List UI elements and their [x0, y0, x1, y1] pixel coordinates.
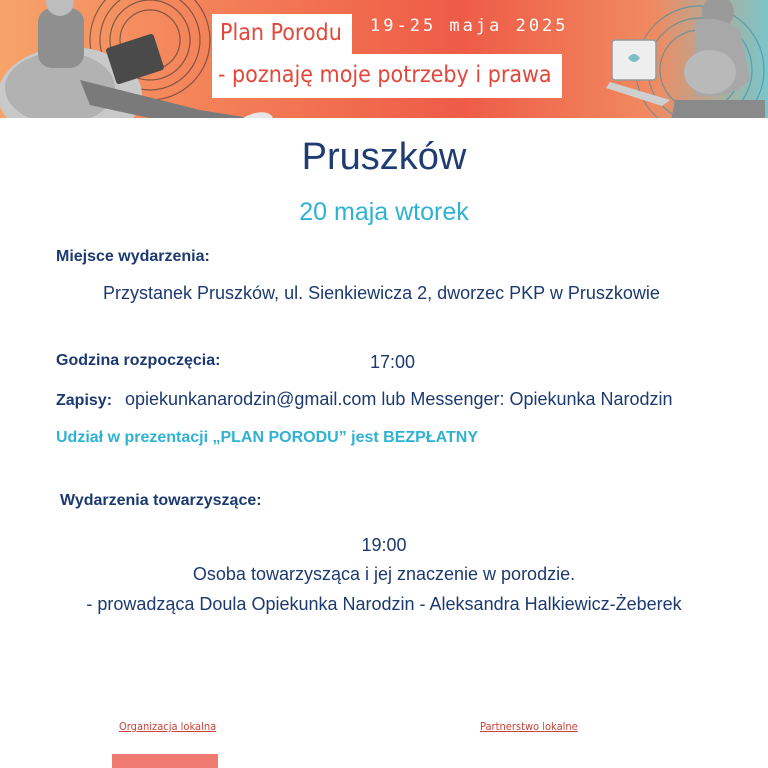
banner-title: Plan Porodu [220, 20, 342, 46]
side-event-title: Osoba towarzysząca i jej znaczenie w porodzie. [192, 564, 576, 584]
side-event-host: - prowadząca Doula Opiekunka Narodzin - Aleksandra Halkiewicz-Żeberek [86, 594, 682, 614]
free-admission-note: Udział w prezentacji „PLAN PORODU” jest BEZPŁATNY [56, 429, 478, 446]
event-date: 20 maja wtorek [299, 198, 469, 226]
pregnant-woman-illustration [600, 0, 768, 118]
local-organization-label: Organizacja lokalna [119, 720, 217, 733]
banner-subtitle: - poznaję moje potrzeby i prawa [218, 62, 552, 88]
signup-label: Zapisy: [56, 392, 113, 409]
start-time-label: Godzina rozpoczęcia: [56, 352, 221, 369]
venue-value: Przystanek Pruszków, ul. Sienkiewicza 2, dworzec PKP w Pruszkowie [103, 283, 660, 303]
header-banner [0, 0, 768, 118]
city-heading: Pruszków [301, 136, 467, 178]
side-event-time: 19:00 [361, 535, 407, 555]
side-events-label: Wydarzenia towarzyszące: [60, 492, 262, 509]
signup-value[interactable]: opiekunkanarodzin@gmail.com lub Messenger: Opiekunka Narodzin [125, 389, 673, 409]
start-time-value: 17:00 [370, 352, 416, 372]
organization-logo-placeholder [112, 754, 218, 768]
banner-dates: 19-25 maja 2025 [370, 16, 569, 36]
venue-label: Miejsce wydarzenia: [56, 248, 210, 265]
local-partnership-label: Partnerstwo lokalne [480, 720, 578, 733]
